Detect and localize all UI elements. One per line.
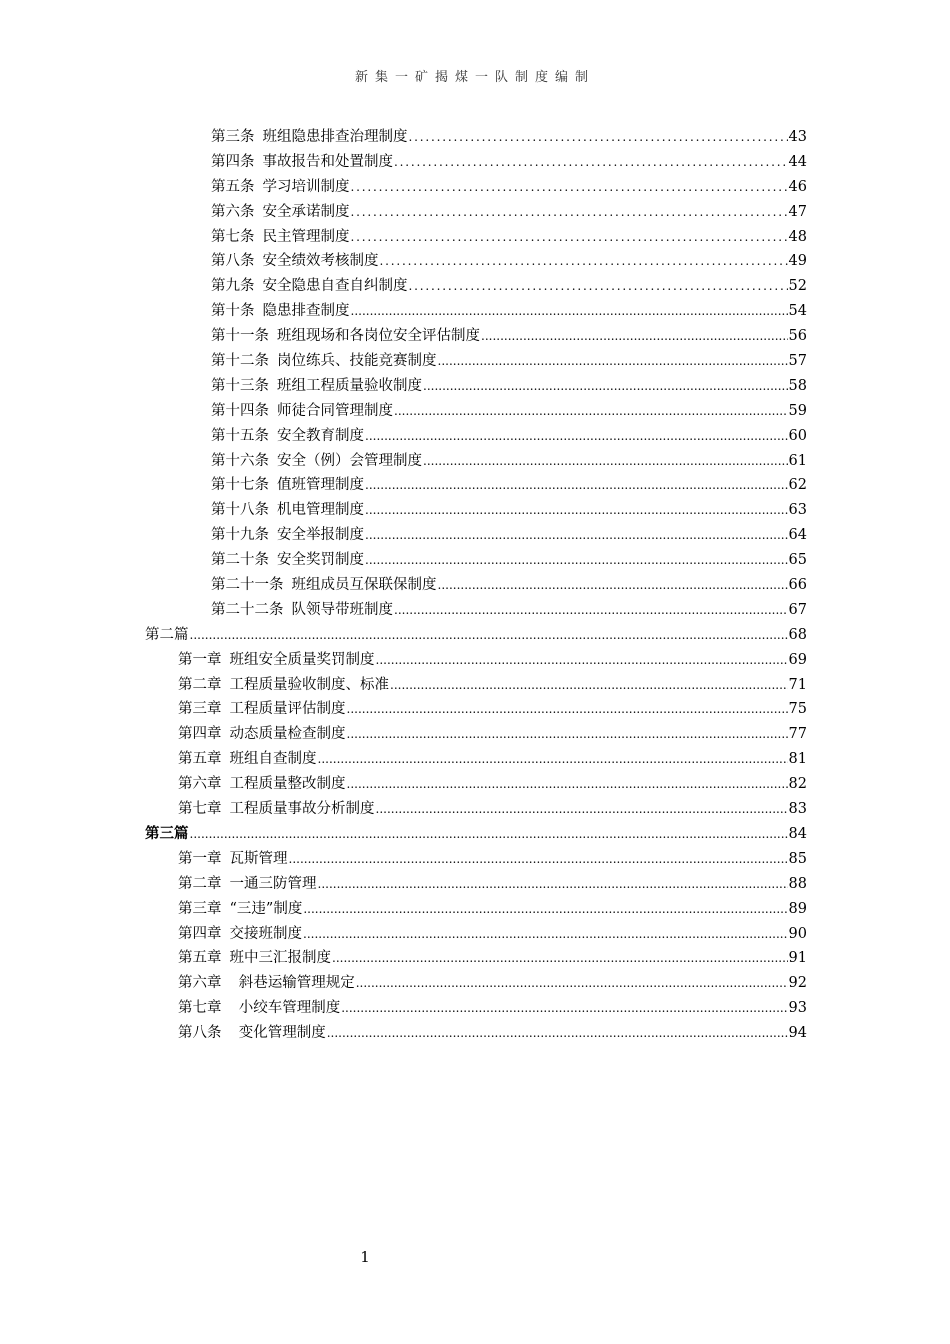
toc-leader-dots xyxy=(423,374,788,399)
toc-entry[interactable] xyxy=(145,1021,807,1046)
toc-entry-page: 52 xyxy=(788,278,807,295)
toc-leader-dots xyxy=(341,996,787,1021)
toc-entry[interactable] xyxy=(145,673,807,698)
toc-leader-dots xyxy=(394,598,788,623)
toc-leader-dots xyxy=(390,673,788,698)
toc-entry-page: 59 xyxy=(788,402,807,419)
toc-entry-title: 瓦斯管理 xyxy=(229,850,288,867)
toc-entry-title: 班组工程质量验收制度 xyxy=(277,377,422,394)
toc-entry-page: 65 xyxy=(788,552,807,569)
toc-entry-title: 班组成员互保联保制度 xyxy=(291,577,437,594)
toc-leader-dots xyxy=(327,1021,788,1046)
toc-entry-title: 岗位练兵、技能竞赛制度 xyxy=(277,353,437,370)
toc-entry-title: 小绞车管理制度 xyxy=(229,1000,341,1017)
toc-leader-dots xyxy=(289,847,788,872)
toc-entry[interactable] xyxy=(145,125,807,150)
toc-entry-number: 第三篇 xyxy=(145,824,189,842)
toc-entry[interactable] xyxy=(145,523,807,548)
toc-entry-number: 第十条 xyxy=(211,303,255,320)
toc-entry[interactable] xyxy=(145,150,807,175)
toc-entry-page: 43 xyxy=(788,129,807,145)
toc-entry-number: 第十四条 xyxy=(211,402,269,419)
toc-entry-number: 第二十一条 xyxy=(211,577,284,594)
toc-entry-page: 64 xyxy=(788,527,807,544)
toc-entry-number: 第十八条 xyxy=(211,502,269,519)
toc-entry[interactable] xyxy=(145,797,807,822)
toc-entry-page: 84 xyxy=(788,825,807,842)
toc-entry-page: 85 xyxy=(788,850,807,867)
toc-entry[interactable] xyxy=(145,473,807,498)
toc-entry-page: 66 xyxy=(788,577,807,594)
toc-entry-number: 第六章 xyxy=(178,975,222,992)
toc-entry[interactable] xyxy=(145,996,807,1021)
toc-entry-number: 第三章 xyxy=(178,701,222,718)
toc-entry-title: 一通三防管理 xyxy=(229,875,317,892)
toc-leader-dots xyxy=(376,648,788,673)
toc-leader-dots xyxy=(409,274,788,299)
toc-entry-number: 第十三条 xyxy=(211,377,269,394)
toc-entry-page: 58 xyxy=(788,377,807,394)
toc-entry-number: 第三条 xyxy=(211,129,255,145)
toc-entry[interactable] xyxy=(145,200,807,225)
toc-entry-page: 90 xyxy=(788,925,807,942)
toc-entry-number: 第三章 xyxy=(178,900,222,917)
toc-entry-number: 第二篇 xyxy=(145,626,189,643)
toc-entry[interactable] xyxy=(145,573,807,598)
toc-entry-title: 班组隐患排查治理制度 xyxy=(262,129,408,145)
toc-entry-title: 安全隐患自查自纠制度 xyxy=(262,278,408,295)
table-of-contents xyxy=(145,125,807,1046)
toc-leader-dots xyxy=(409,125,788,150)
page-number: 1 xyxy=(360,1248,370,1266)
toc-leader-dots xyxy=(318,872,788,897)
toc-entry[interactable] xyxy=(145,225,807,250)
toc-leader-dots xyxy=(356,971,788,996)
toc-entry[interactable] xyxy=(145,324,807,349)
toc-entry-title: 斜巷运输管理规定 xyxy=(229,975,355,992)
toc-entry-page: 71 xyxy=(788,676,807,693)
toc-entry-title: 班组现场和各岗位安全评估制度 xyxy=(277,328,480,345)
toc-entry-number: 第四章 xyxy=(178,925,222,942)
toc-entry[interactable] xyxy=(145,697,807,722)
toc-entry[interactable] xyxy=(145,249,807,274)
toc-entry-number: 第四章 xyxy=(178,726,222,743)
toc-entry-page: 93 xyxy=(788,1000,807,1017)
toc-entry[interactable] xyxy=(145,449,807,474)
toc-entry-page: 56 xyxy=(788,328,807,345)
toc-entry-number: 第二十条 xyxy=(211,552,269,569)
toc-entry-number: 第四条 xyxy=(211,153,255,170)
toc-entry-number: 第六条 xyxy=(211,203,255,220)
toc-entry-title: 班中三汇报制度 xyxy=(229,950,331,967)
toc-entry-title: 安全举报制度 xyxy=(277,527,364,544)
toc-entry-page: 67 xyxy=(788,601,807,618)
toc-entry-number: 第五条 xyxy=(211,178,255,195)
toc-entry-title: 变化管理制度 xyxy=(229,1025,326,1042)
toc-entry-title: 隐患排查制度 xyxy=(262,303,350,320)
toc-entry-number: 第十九条 xyxy=(211,527,269,544)
toc-entry-page: 54 xyxy=(788,303,807,320)
toc-entry-title: 队领导带班制度 xyxy=(291,601,393,618)
toc-entry-page: 46 xyxy=(788,178,807,195)
toc-leader-dots xyxy=(365,424,788,449)
toc-entry-page: 49 xyxy=(788,253,807,270)
toc-entry-number: 第七章 xyxy=(178,1000,222,1017)
toc-entry[interactable] xyxy=(145,747,807,772)
toc-entry-page: 62 xyxy=(788,477,807,494)
toc-entry-page: 60 xyxy=(788,427,807,444)
toc-entry-title: 工程质量验收制度、标准 xyxy=(229,676,389,693)
toc-entry[interactable] xyxy=(145,175,807,200)
toc-entry-title: 民主管理制度 xyxy=(262,228,350,245)
toc-entry-title: 班组自查制度 xyxy=(229,751,317,768)
toc-entry-page: 57 xyxy=(788,353,807,370)
toc-entry-number: 第二十二条 xyxy=(211,601,284,618)
toc-entry-number: 第五章 xyxy=(178,751,222,768)
toc-entry-number: 第十二条 xyxy=(211,353,269,370)
toc-leader-dots xyxy=(394,150,788,175)
toc-entry-number: 第二章 xyxy=(178,875,222,892)
toc-leader-dots xyxy=(347,697,788,722)
toc-leader-dots xyxy=(347,722,788,747)
toc-entry-title: 安全（例）会管理制度 xyxy=(277,452,422,469)
toc-leader-dots xyxy=(365,548,788,573)
toc-leader-dots xyxy=(351,299,788,324)
toc-leader-dots xyxy=(365,498,788,523)
toc-entry-page: 48 xyxy=(788,228,807,245)
toc-entry-page: 94 xyxy=(788,1025,807,1042)
toc-entry[interactable] xyxy=(145,648,807,673)
toc-entry-title: 值班管理制度 xyxy=(277,477,364,494)
toc-entry-title: 安全承诺制度 xyxy=(262,203,350,220)
toc-entry-page: 61 xyxy=(788,452,807,469)
toc-entry[interactable] xyxy=(145,822,807,847)
toc-entry-number: 第十一条 xyxy=(211,328,269,345)
toc-leader-dots xyxy=(303,897,787,922)
toc-entry[interactable] xyxy=(145,872,807,897)
toc-entry-page: 92 xyxy=(788,975,807,992)
toc-entry[interactable] xyxy=(145,623,807,648)
toc-entry-page: 91 xyxy=(788,950,807,967)
toc-entry-title: 动态质量检查制度 xyxy=(229,726,346,743)
toc-entry-number: 第十五条 xyxy=(211,427,269,444)
toc-entry-title: “三违”制度 xyxy=(229,900,303,917)
toc-entry-number: 第五章 xyxy=(178,950,222,967)
toc-leader-dots xyxy=(351,175,788,200)
toc-entry-title: 工程质量评估制度 xyxy=(229,701,346,718)
toc-entry[interactable] xyxy=(145,498,807,523)
toc-entry[interactable] xyxy=(145,424,807,449)
toc-leader-dots xyxy=(380,249,788,274)
toc-entry[interactable] xyxy=(145,922,807,947)
toc-entry-title: 学习培训制度 xyxy=(262,178,350,195)
toc-leader-dots xyxy=(438,573,788,598)
toc-leader-dots xyxy=(347,772,788,797)
toc-entry-page: 69 xyxy=(788,651,807,668)
toc-leader-dots xyxy=(351,225,788,250)
toc-entry-number: 第二章 xyxy=(178,676,222,693)
toc-entry[interactable] xyxy=(145,971,807,996)
toc-entry-title: 师徒合同管理制度 xyxy=(277,402,393,419)
toc-entry[interactable] xyxy=(145,722,807,747)
toc-entry-number: 第一章 xyxy=(178,850,222,867)
page-header: 新集一矿揭煤一队制度编制 xyxy=(354,70,595,85)
toc-entry-number: 第一章 xyxy=(178,651,222,668)
toc-leader-dots xyxy=(394,399,788,424)
toc-entry-page: 68 xyxy=(788,626,807,643)
toc-entry-page: 63 xyxy=(788,502,807,519)
toc-entry-number: 第七章 xyxy=(178,801,222,818)
toc-entry[interactable] xyxy=(145,274,807,299)
toc-entry[interactable] xyxy=(145,399,807,424)
toc-entry[interactable] xyxy=(145,548,807,573)
toc-leader-dots xyxy=(332,946,788,971)
toc-entry-title: 事故报告和处置制度 xyxy=(262,153,393,170)
toc-entry[interactable] xyxy=(145,946,807,971)
toc-leader-dots xyxy=(376,797,788,822)
toc-leader-dots xyxy=(365,473,788,498)
toc-entry-title: 班组安全质量奖罚制度 xyxy=(229,651,375,668)
toc-entry[interactable] xyxy=(145,598,807,623)
toc-entry-page: 44 xyxy=(788,153,807,170)
toc-entry-page: 77 xyxy=(788,726,807,743)
toc-entry[interactable] xyxy=(145,299,807,324)
toc-entry[interactable] xyxy=(145,897,807,922)
toc-leader-dots xyxy=(303,922,788,947)
toc-entry-number: 第六章 xyxy=(178,776,222,793)
toc-entry[interactable] xyxy=(145,374,807,399)
toc-entry-page: 47 xyxy=(788,203,807,220)
toc-leader-dots xyxy=(423,449,788,474)
toc-entry-title: 安全绩效考核制度 xyxy=(262,253,379,270)
toc-leader-dots xyxy=(438,349,788,374)
toc-entry-number: 第七条 xyxy=(211,228,255,245)
toc-entry-title: 交接班制度 xyxy=(229,925,302,942)
toc-entry-number: 第十六条 xyxy=(211,452,269,469)
toc-entry-page: 83 xyxy=(788,801,807,818)
toc-leader-dots xyxy=(481,324,788,349)
toc-entry-page: 82 xyxy=(788,776,807,793)
toc-entry-number: 第九条 xyxy=(211,278,255,295)
toc-leader-dots xyxy=(190,623,788,648)
toc-entry-title: 工程质量事故分析制度 xyxy=(229,801,375,818)
toc-entry-page: 89 xyxy=(788,900,807,917)
toc-entry-page: 81 xyxy=(788,751,807,768)
toc-leader-dots xyxy=(190,822,788,847)
toc-entry-number: 第十七条 xyxy=(211,477,269,494)
toc-entry-page: 75 xyxy=(788,701,807,718)
toc-leader-dots xyxy=(351,200,788,225)
toc-entry-page: 88 xyxy=(788,875,807,892)
toc-entry[interactable] xyxy=(145,847,807,872)
toc-entry-number: 第八条 xyxy=(178,1025,222,1042)
toc-entry-number: 第八条 xyxy=(211,253,255,270)
toc-leader-dots xyxy=(365,523,788,548)
toc-leader-dots xyxy=(318,747,788,772)
toc-entry[interactable] xyxy=(145,772,807,797)
toc-entry-title: 安全奖罚制度 xyxy=(277,552,364,569)
toc-entry-title: 工程质量整改制度 xyxy=(229,776,346,793)
toc-entry-title: 安全教育制度 xyxy=(277,427,364,444)
toc-entry[interactable] xyxy=(145,349,807,374)
toc-entry-title: 机电管理制度 xyxy=(277,502,364,519)
